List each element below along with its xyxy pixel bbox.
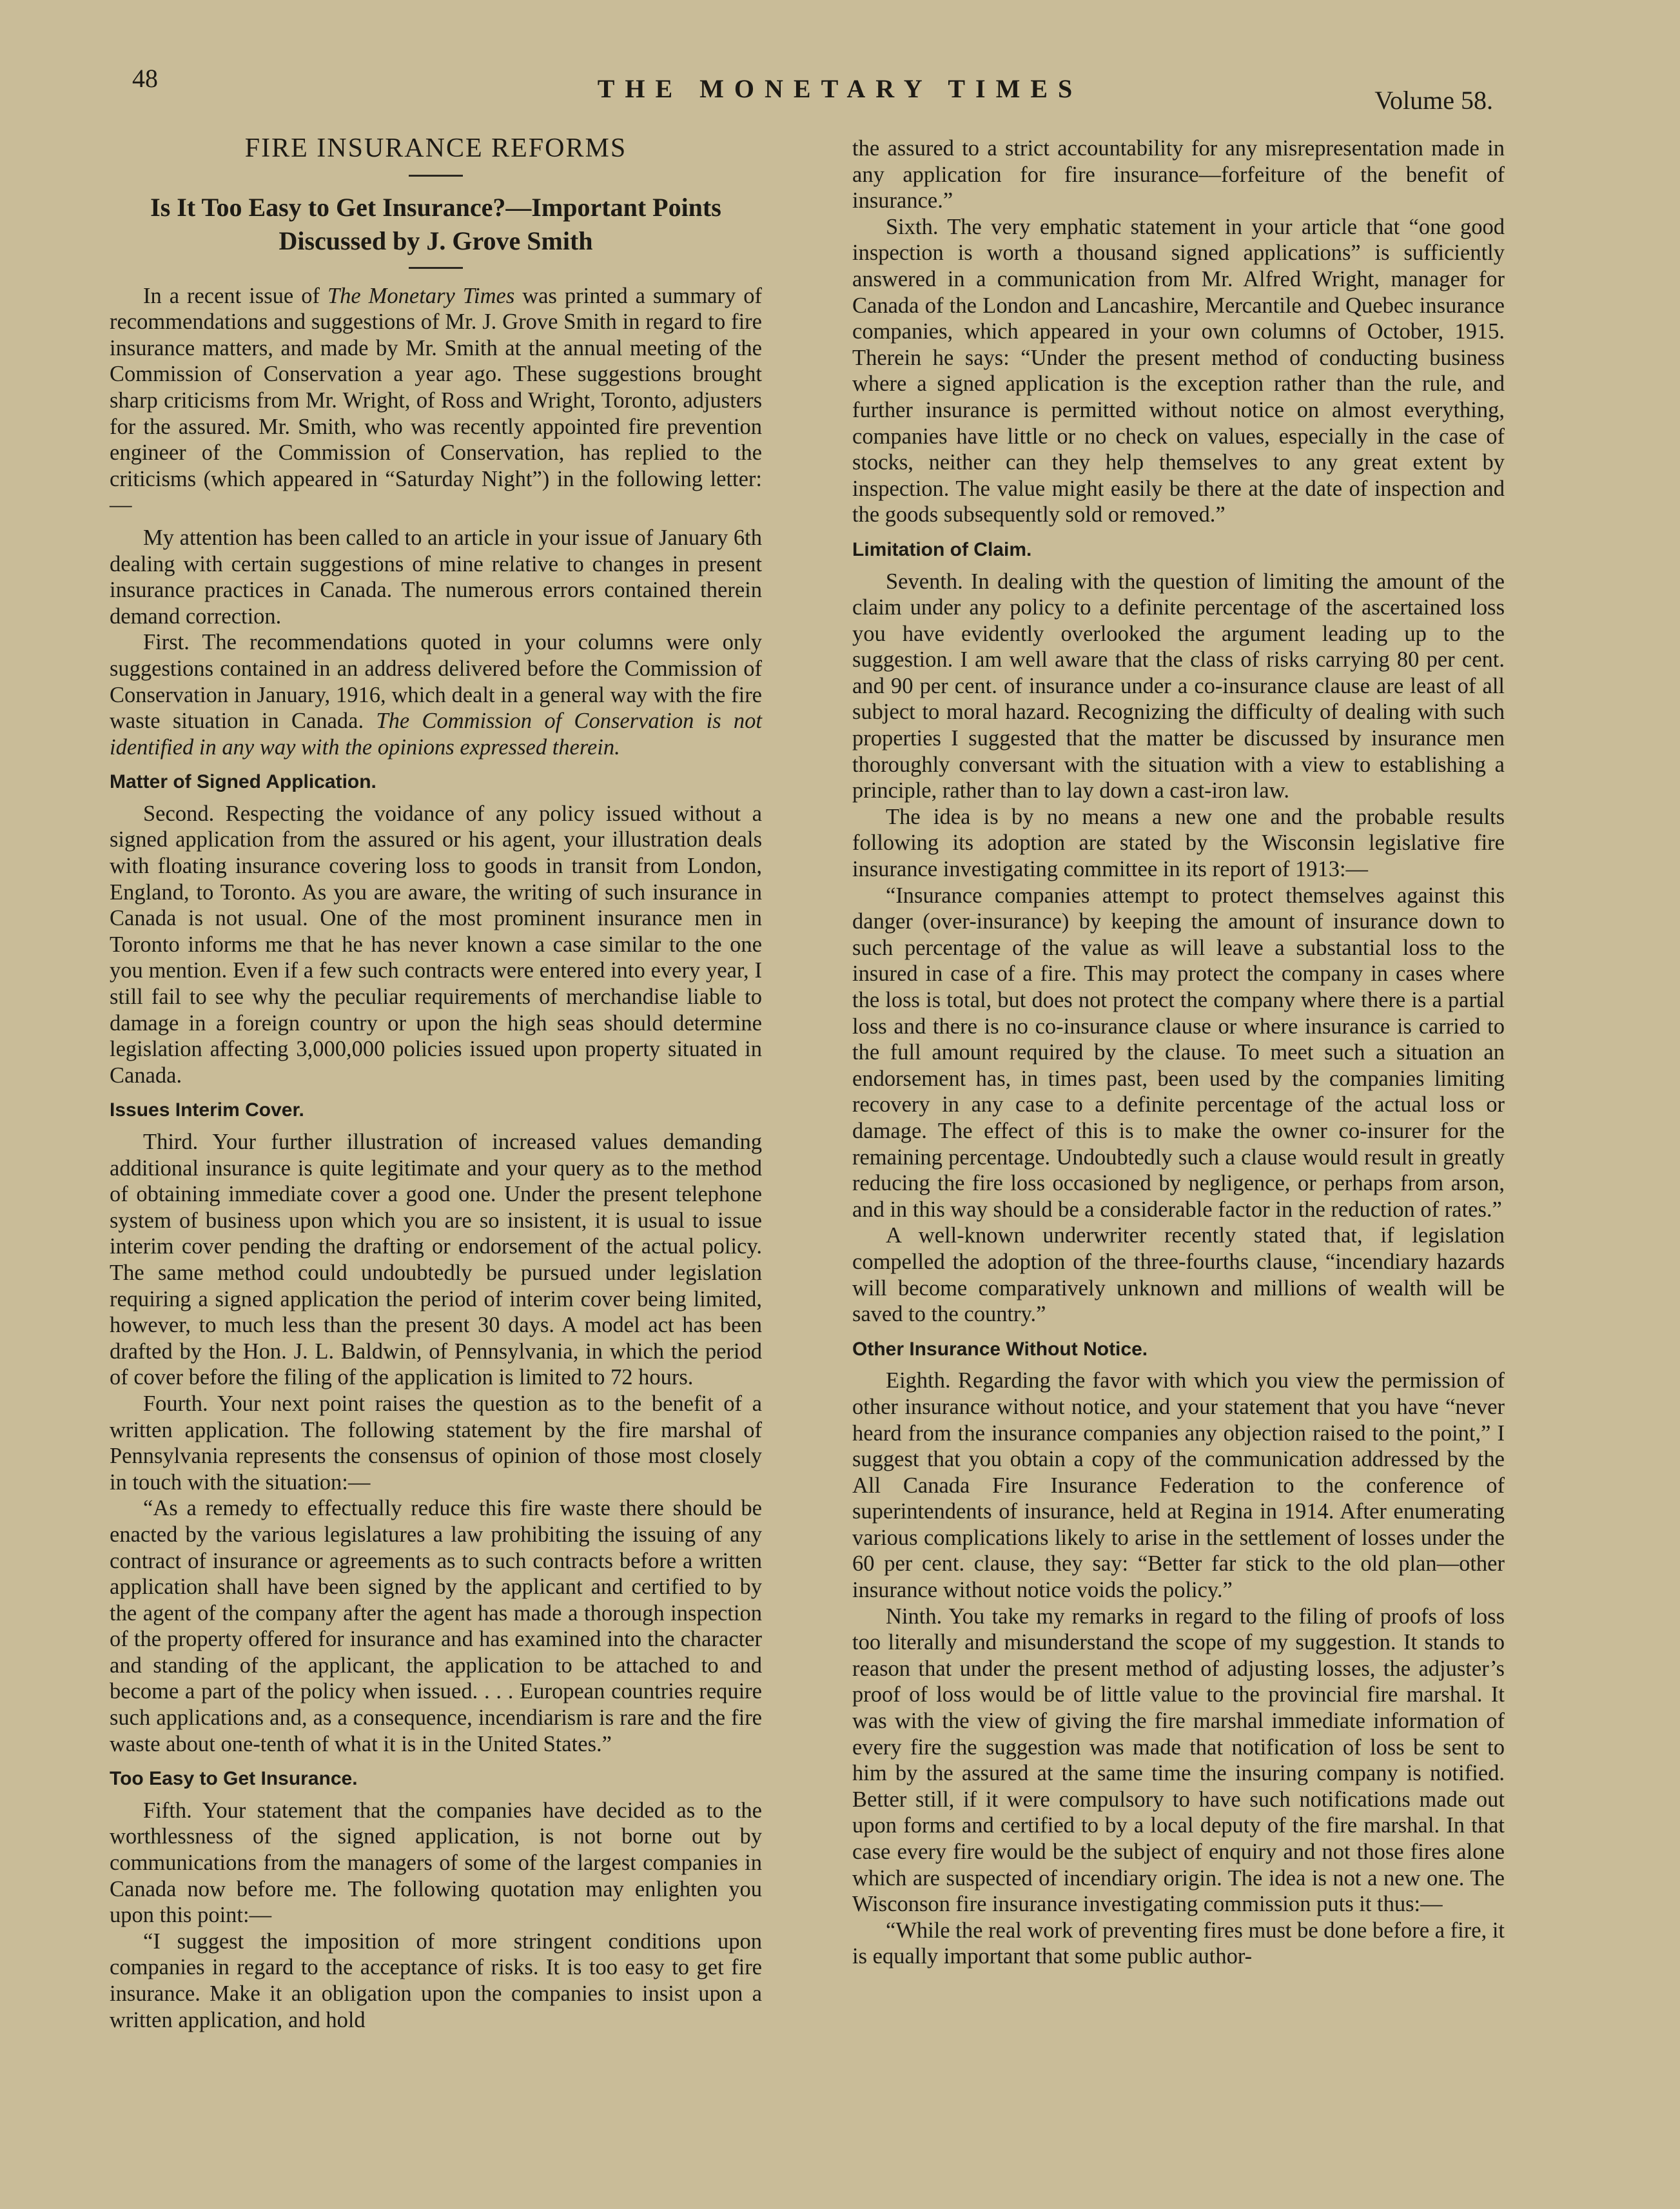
quote-while: “While the real work of preventing fires must be done before a fire, it is equally important that some public author-	[852, 1918, 1505, 1969]
paragraph-continued: the assured to a strict accountability for any misrepresentation made in any application for fire insurance—forfeiture of the benefit of insurance.”	[852, 136, 1505, 213]
paragraph-fifth: Fifth. Your statement that the companies have decided as to the worthlessness of the signed application, is not borne out by communications from the managers of some of the largest companies in Canada now before me. The following quotation may enlighten you upon this point:—	[110, 1798, 762, 1928]
title-rule	[409, 175, 463, 177]
paragraph-idea: The idea is by no means a new one and the probable results following its adoption are stated by the Wisconsin legislative fire insurance investigating committee in its report of 1913:—	[852, 804, 1505, 882]
paragraph-underwriter: A well-known underwriter recently stated that, if legislation compelled the adoption of the three-fourths clause, “incendiary hazards will become comparatively unknown and millions of wealth will be saved to the country.”	[852, 1223, 1505, 1327]
quote-companies: “Insurance companies attempt to protect themselves against this danger (over-insurance) by keeping the amount of insurance down to such percentage of the value as will leave a substantial loss to the insured in case of a fire. This may protect the company in cases where the loss is total, but does not protect the company where there is a partial loss and there is no co-insurance clause or where insurance is carried to the full amount required by the clause. To meet such a situation an endorsement has, in times past, been used by the companies limiting recovery in any case to a definite percentage of the actual loss or damage. The effect of this is to make the owner co-insurer for the remaining percentage. Undoubtedly such a clause would result in greatly reducing the fire loss occasioned by negligence, or perhaps from arson, and in this way should be a considerable factor in the reduction of rates.”	[852, 883, 1505, 1222]
paragraph-fourth: Fourth. Your next point raises the question as to the benefit of a written application. The following statement by the fire marshal of Pennsylvania represents the consensus of opinion of those most closely in touch with the situation:—	[110, 1391, 762, 1495]
masthead: THE MONETARY TIMES	[597, 74, 1083, 103]
left-column	[110, 135, 762, 2033]
paragraph-ninth: Ninth. You take my remarks in regard to the filing of proofs of loss too literally and misunderstand the scope of my suggestion. It stands to reason that under the present method of adjusting losses, the adjuster’s proof of loss would be of little value to the provincial fire marshal. It was with the view of giving the fire marshal immediate information of every fire the suggestion was made that notification of loss be sent to him by the assured at the same time the insuring company is notified. Better still, if it were compulsory to have such notifications made out upon forms and certified to by a local deputy of the fire marshal. In that case every fire would be the subject of enquiry and not those fires alone which are suspected of incendiary origin. The idea is not a new one. The Wisconson fire insurance investigating commission puts it thus:—	[852, 1604, 1505, 1917]
page-header	[0, 63, 1680, 115]
right-column	[852, 135, 1505, 1970]
paragraph-eighth: Eighth. Regarding the favor with which you view the permission of other insurance without notice, and your statement that you have “never heard from the insurance companies any objection raised to the point,” I suggest that you obtain a copy of the communication addressed by the All Canada Fire Insurance Federation to the conference of superintendents of insurance, held at Regina in 1914. After enumerating various complications likely to arise in the settlement of losses under the 60 per cent. clause, they say: “Better far stick to the old plan—other insurance without notice voids the policy.”	[852, 1368, 1505, 1603]
article-subtitle: Is It Too Easy to Get Insurance?—Important Points Discussed by J. Grove Smith	[150, 192, 721, 255]
section-heading-limitation: Limitation of Claim.	[852, 538, 1032, 560]
quote-remedy: “As a remedy to effectually reduce this fire waste there should be enacted by the various legislatures a law prohibiting the issuing of any contract of insurance or agreements as to such contracts before a written application shall have been signed by the applicant and certified to by the agent of the company after the agent has made a thorough inspection of the property offered for insurance and has examined into the character and standing of the applicant, the application to be attached to and become a part of the policy when issued. . . . European countries require such applications and, as a consequence, incendiarism is rare and the fire waste about one-tenth of what it is in the United States.”	[110, 1496, 762, 1756]
intro-paragraph: In a recent issue of The Monetary Times was printed a summary of recommendations and suggestions of Mr. J. Grove Smith in regard to fire insurance matters, and made by Mr. Smith at the annual meeting of the Commission of Conservation a year ago. These suggestions brought sharp criticisms from Mr. Wright, of Ross and Wright, Toronto, adjusters for the assured. Mr. Smith, who was recently appointed fire prevention engineer of the Commission of Conservation, has replied to the criticisms (which appeared in “Saturday Night”) in the following letter:—	[110, 283, 762, 518]
paragraph-sixth: Sixth. The very emphatic statement in your article that “one good inspection is worth a thousand signed applications” is sufficiently answered in a communication from Mr. Alfred Wright, manager for Canada of the London and Lancashire, Mercantile and Quebec insurance companies, which appeared in your own columns of October, 1915. Therein he says: “Under the present method of conducting business where a signed application is the exception rather than the rule, and further insurance is permitted without notice on almost everything, companies have little or no check on values, especially in the case of stocks, neither can they help themselves to any great extent by inspection. The value might easily be there at the date of inspection and the goods subsequently sold or removed.”	[852, 214, 1505, 527]
section-heading-too-easy: Too Easy to Get Insurance.	[110, 1768, 358, 1790]
publication-name: The Monetary Times	[327, 283, 515, 308]
subtitle-rule	[409, 267, 463, 269]
paragraph-first: First. The recommendations quoted in your columns were only suggestions contained in an address delivered before the Commission of Conservation in January, 1916, which dealt in a general way with the fire waste situation in Canada. The Commission of Conservation is not identified in any way with the opinions expressed therein.	[110, 630, 762, 760]
article-title: FIRE INSURANCE REFORMS	[244, 133, 627, 163]
paragraph-attention: My attention has been called to an article in your issue of January 6th dealing with certain suggestions of mine relative to changes in present insurance practices in Canada. The numerous errors contained therein demand correction.	[110, 525, 762, 629]
section-heading-interim-cover: Issues Interim Cover.	[110, 1099, 304, 1121]
section-heading-signed-application: Matter of Signed Application.	[110, 771, 376, 793]
section-heading-other-insurance: Other Insurance Without Notice.	[852, 1338, 1148, 1360]
paragraph-seventh: Seventh. In dealing with the question of limiting the amount of the claim under any policy to a definite percentage of the ascertained loss you have evidently overlooked the argument leading up to the suggestion. I am well aware that the class of risks carrying 80 per cent. and 90 per cent. of insurance under a co-insurance clause are least of all subject to moral hazard. Recognizing the difficulty of dealing with such properties I suggested that the matter be discussed by insurance men thoroughly conversant with the situation with a view to establishing a principle, rather than to lay down a cast-iron law.	[852, 569, 1505, 803]
volume-label: Volume 58.	[1374, 86, 1493, 115]
paragraph-third: Third. Your further illustration of increased values demanding additional insurance is quite legitimate and your query as to the method of obtaining immediate cover a good one. Under the present telephone system of business upon which you are so insistent, it is usual to issue interim cover pending the drafting or endorsement of the actual policy. The same method could undoubtedly be pursued under legislation requiring a signed application the period of interim cover being limited, however, to much less than the present 30 days. A model act has been drafted by the Hon. J. L. Baldwin, of Pennsylvania, in which the period of cover before the filing of the application is limited to 72 hours.	[110, 1130, 762, 1390]
page-number: 48	[132, 64, 158, 93]
paragraph-second: Second. Respecting the voidance of any policy issued without a signed application from the assured or his agent, your illustration deals with floating insurance covering loss to goods in transit from London, England, to Toronto. As you are aware, the writing of such insurance in Canada is not usual. One of the most prominent insurance men in Toronto informs me that he has never known a case similar to the one you mention. Even if a few such contracts were entered into every year, I still fail to see why the peculiar requirements of merchandise liable to damage in a foreign country or upon the high seas should determine legislation affecting 3,000,000 policies issued upon property situated in Canada.	[110, 801, 762, 1088]
quote-suggest: “I suggest the imposition of more stringent conditions upon companies in regard to the acceptance of risks. It is too easy to get fire insurance. Make it an obligation upon the companies to insist upon a written application, and hold	[110, 1929, 762, 2032]
